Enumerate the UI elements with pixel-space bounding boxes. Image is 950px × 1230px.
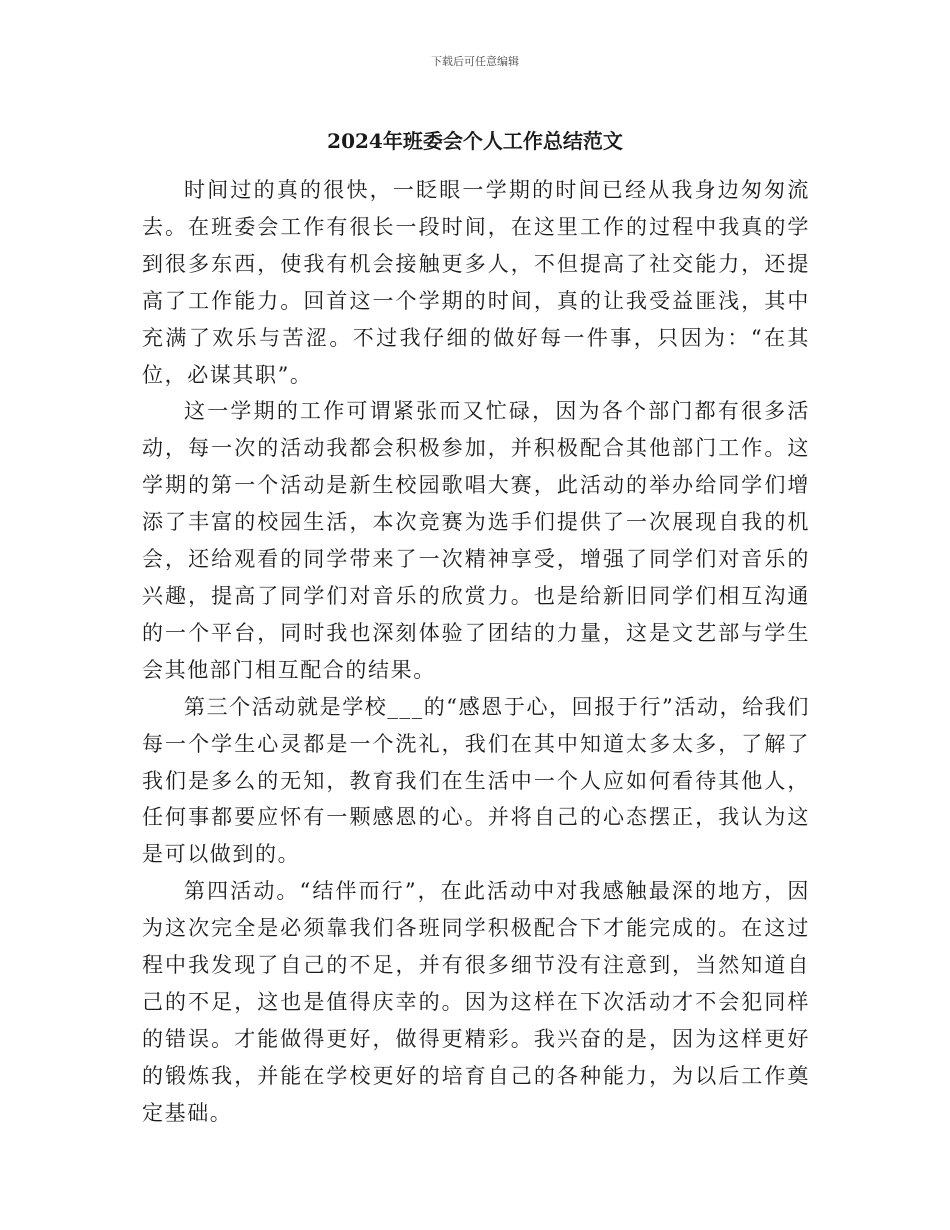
paragraph-4: 第四活动。“结伴而行”，在此活动中对我感触最深的地方，因为这次完全是必须靠我们各班同学积极配合下才能完成的。在这过程中我发现了自己的不足，并有很多细节没有注意到，当然知道自己的不足，这也是值得庆幸的。因为这样在下次活动才不会犯同样的错误。才能做得更好，做得更精彩。我兴奋的是，因为这样更好的锻炼我，并能在学校更好的培育自己的各种能力，为以后工作奠定基础。 [142, 879, 810, 1125]
paragraph-1: 时间过的真的很快，一眨眼一学期的时间已经从我身边匆匆流去。在班委会工作有很长一段时间，在这里工作的过程中我真的学到很多东西，使我有机会接触更多人，不但提高了社交能力，还提高了工作能力。回首这一个学期的时间，真的让我受益匪浅，其中充满了欢乐与苦涩。不过我仔细的做好每一件事，只因为：“在其位，必谋其职”。 [142, 178, 810, 387]
paragraph-3: 第三个活动就是学校___的“感恩于心，回报于行”活动，给我们每一个学生心灵都是一个洗礼，我们在其中知道太多太多，了解了我们是多么的无知，教育我们在生活中一个人应如何看待其他人，任何事都要应怀有一颗感恩的心。并将自己的心态摆正，我认为这是可以做到的。 [142, 694, 810, 867]
paragraph-2: 这一学期的工作可谓紧张而又忙碌，因为各个部门都有很多活动，每一次的活动我都会积极参加，并积极配合其他部门工作。这学期的第一个活动是新生校园歌唱大赛，此活动的举办给同学们增添了丰富的校园生活，本次竞赛为选手们提供了一次展现自我的机会，还给观看的同学带来了一次精神享受，增强了同学们对音乐的兴趣，提高了同学们对音乐的欣赏力。也是给新旧同学们相互沟通的一个平台，同时我也深刻体验了团结的力量，这是文艺部与学生会其他部门相互配合的结果。 [142, 399, 810, 682]
document-title: 2024年班委会个人工作总结范文 [327, 129, 623, 153]
document-body [142, 172, 810, 1132]
page-header-note: 下载后可任意编辑 [431, 55, 519, 68]
